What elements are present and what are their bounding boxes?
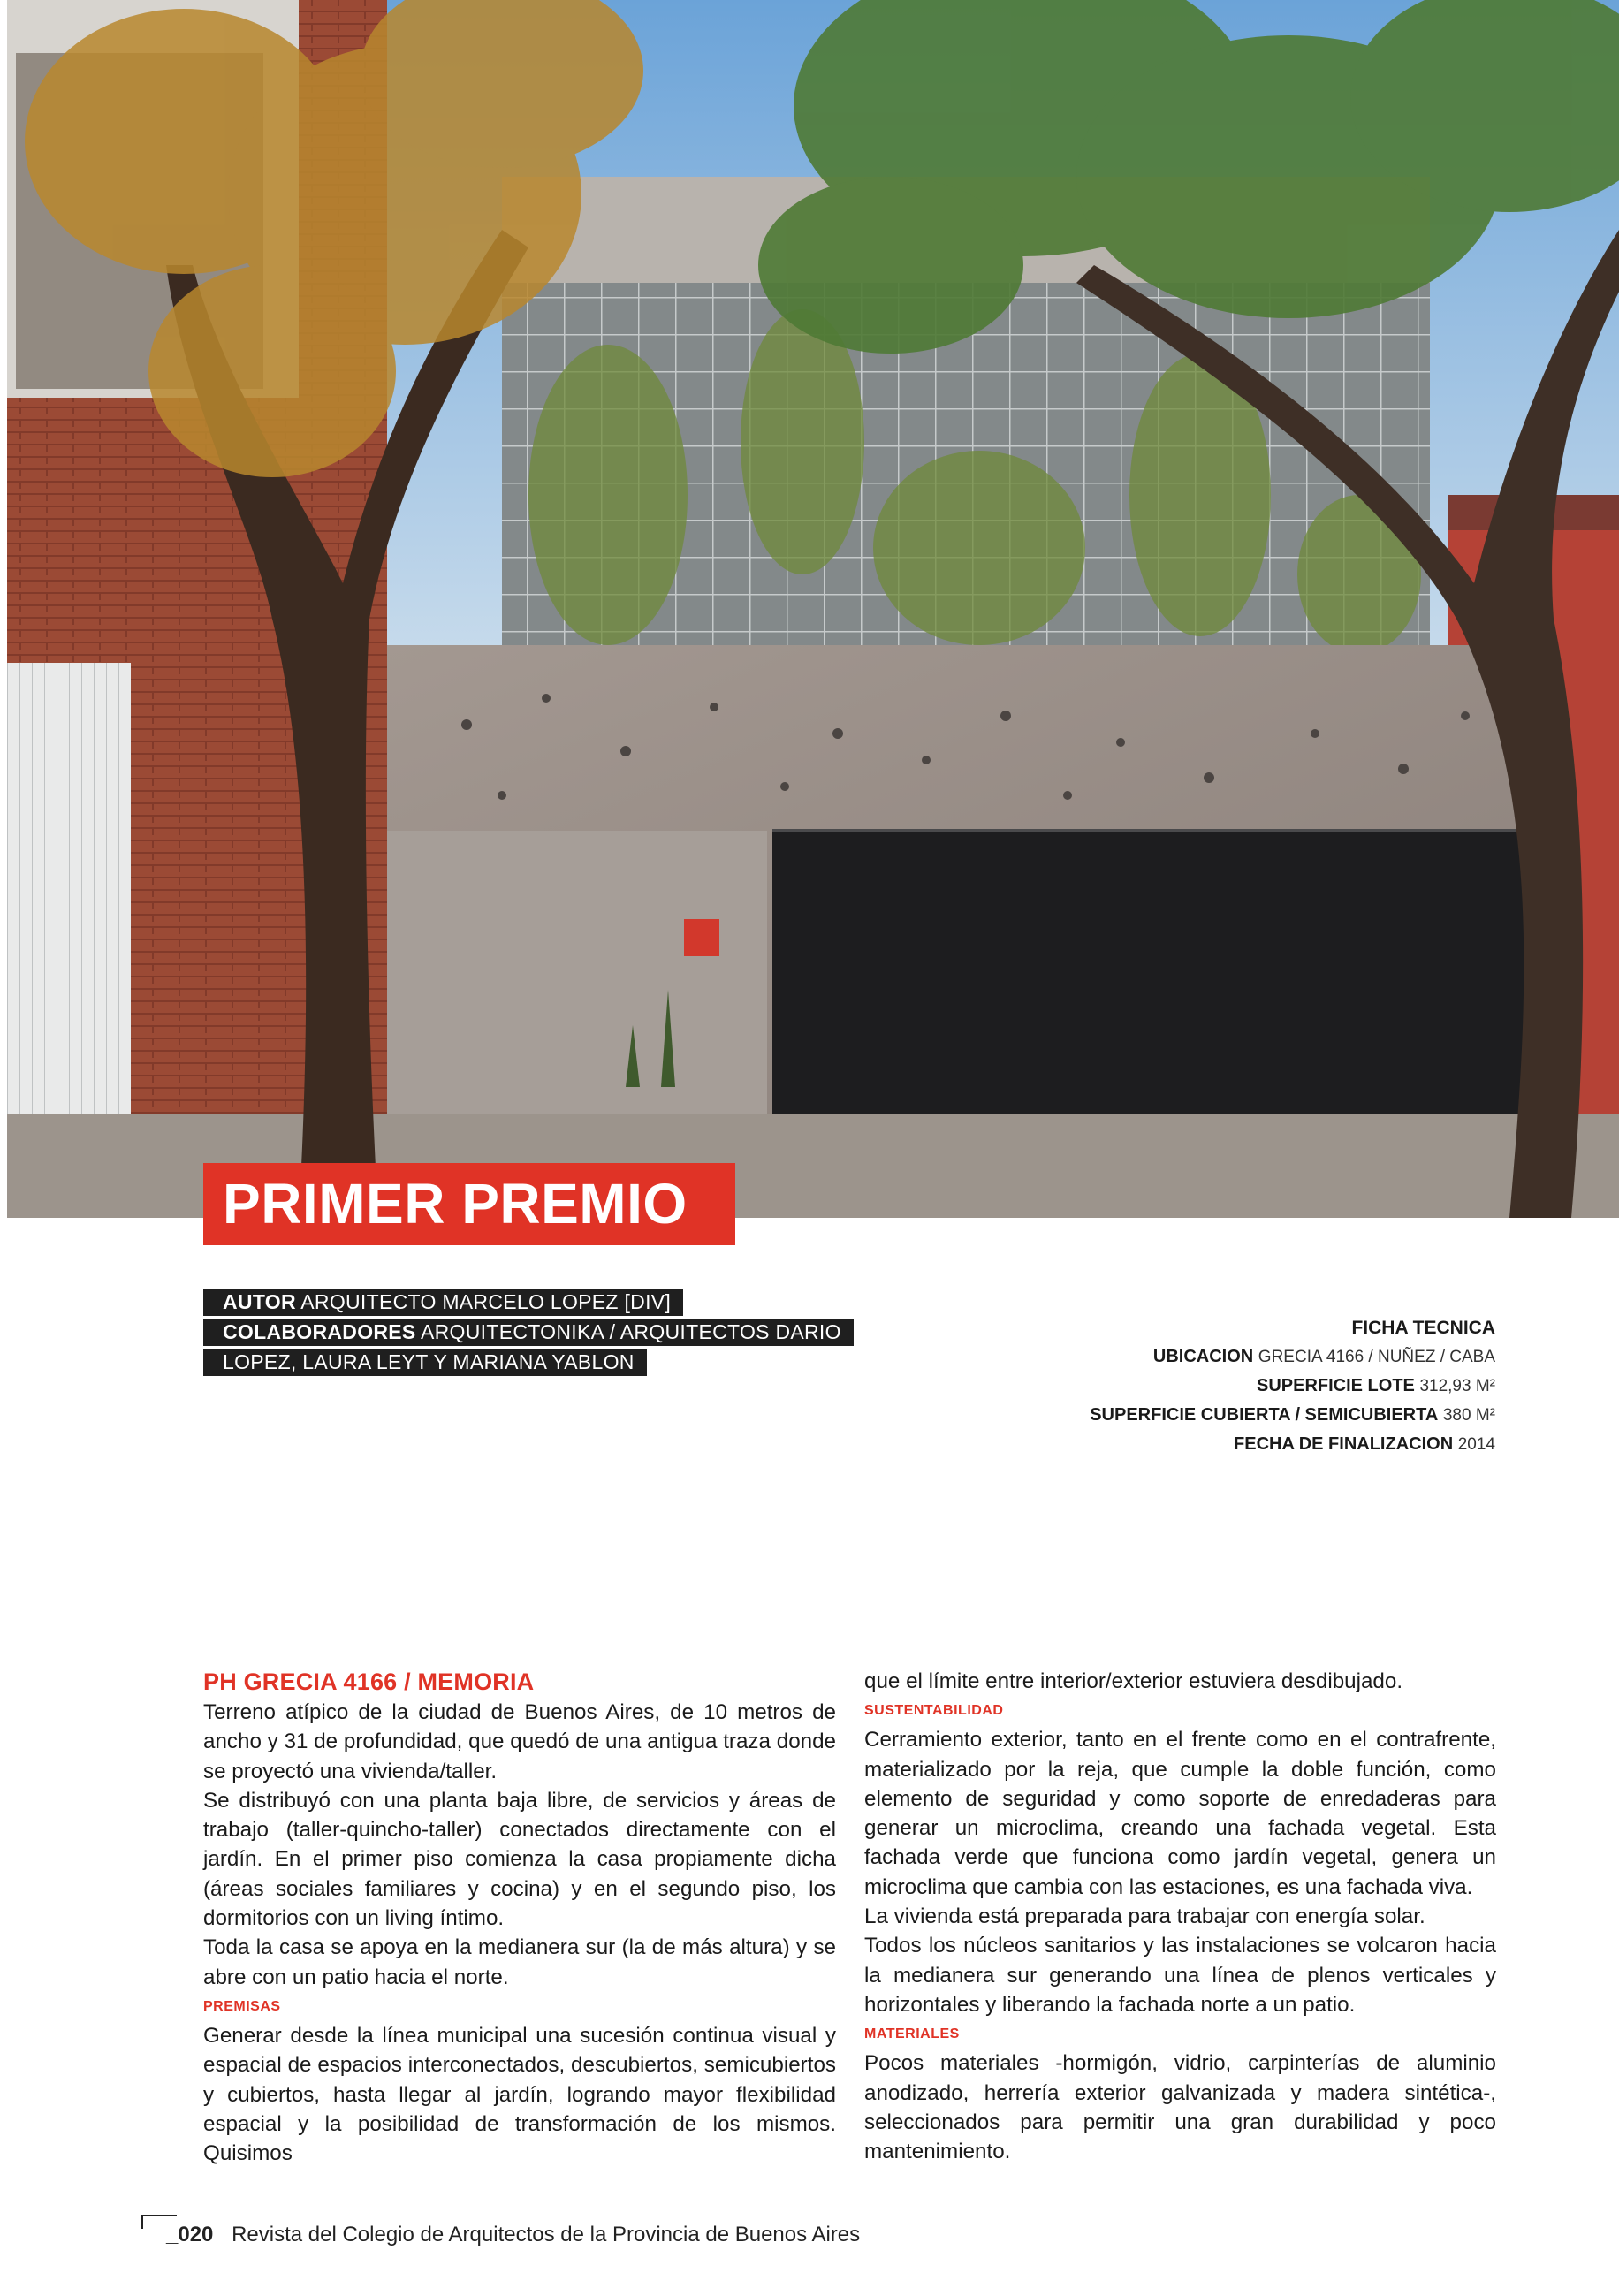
row-value: GRECIA 4166 / NUÑEZ / CABA [1258,1348,1495,1366]
credit-author-label: AUTOR [223,1290,296,1313]
technical-sheet-row [1090,1430,1495,1459]
row-value: 2014 [1457,1435,1495,1454]
article-column-left [203,1667,836,2168]
paragraph: que el límite entre interior/exterior estuviera desdibujado. [864,1669,1403,1693]
credit-collaborators [203,1319,854,1346]
house-facade-illustration [7,0,1619,1218]
credit-collaborators-value: ARQUITECTONIKA / ARQUITECTOS DARIO [421,1320,841,1343]
credit-author-value: ARQUITECTO MARCELO LOPEZ [DIV] [300,1290,672,1313]
credit-collaborators-value-2: LOPEZ, LAURA LEYT Y MARIANA YABLON [223,1350,635,1373]
paragraph: La vivienda está preparada para trabajar con energía solar. [864,1904,1425,1929]
paragraph: Terreno atípico de la ciudad de Buenos Aires, de 10 metros de ancho y 31 de profundidad, que quedó de una antigua traza donde se proyectó una vivienda/taller. [203,1700,836,1783]
article-column-right [864,1667,1496,2166]
paragraph: Toda la casa se apoya en la medianera sur (la de más altura) y se abre con un patio hacia el norte. [203,1935,836,1989]
row-label: SUPERFICIE CUBIERTA / SEMICUBIERTA [1090,1405,1439,1425]
subheading-materiales: MATERIALES [864,2026,960,2042]
paragraph: Todos los núcleos sanitarios y las instalaciones se volcaron hacia la medianera sur generando una línea de plenos verticales y horizontales y liberando la fachada norte a un patio. [864,1934,1496,2017]
technical-sheet-row [1090,1401,1495,1430]
page-number: _020 [166,2223,214,2247]
subheading-sustentabilidad: SUSTENTABILIDAD [864,1703,1004,1719]
article-title: PH GRECIA 4166 / MEMORIA [203,1669,535,1695]
paragraph: Generar desde la línea municipal una sucesión continua visual y espacial de espacios interconectados, descubiertos, semicubiertos y cubiertos, hasta llegar al jardín, logrando mayor flexibilidad espacial y la posibilidad de transformación de los mismos. Quisimos [203,2023,836,2166]
row-value: 312,93 M² [1419,1377,1495,1395]
credit-collaborators-cont [203,1349,647,1376]
paragraph: Pocos materiales -hormigón, vidrio, carpinterías de aluminio anodizado, herrería exterior galvanizada y madera sintética-, seleccionados para permitir una gran durabilidad y poco mantenimiento. [864,2051,1496,2164]
publication-name: Revista del Colegio de Arquitectos de la Provincia de Buenos Aires [232,2223,861,2247]
credit-author [203,1289,683,1316]
row-label: UBICACION [1152,1347,1254,1366]
page-footer [141,2222,860,2248]
technical-sheet-row [1090,1372,1495,1401]
credits-block [203,1289,854,1379]
subheading-premisas: PREMISAS [203,1998,281,2014]
paragraph: Se distribuyó con una planta baja libre, de servicios y áreas de trabajo (taller-quincho-taller) conectados directamente con el jardín. En el primer piso comienza la casa propiamente dicha (áreas sociales familiares y cocina) y en el segundo piso, los dormitorios con un living íntimo. [203,1788,836,1931]
credit-collaborators-label: COLABORADORES [223,1320,416,1343]
row-label: SUPERFICIE LOTE [1256,1376,1415,1395]
hero-photo [7,0,1619,1218]
row-value: 380 M² [1442,1406,1495,1425]
technical-sheet-row [1090,1342,1495,1372]
corner-mark [141,2215,177,2229]
technical-sheet-heading: FICHA TECNICA [1351,1318,1495,1338]
technical-sheet [1090,1313,1495,1459]
row-label: FECHA DE FINALIZACION [1234,1434,1454,1454]
award-banner: PRIMER PREMIO [203,1163,735,1245]
paragraph: Cerramiento exterior, tanto en el frente como en el contrafrente, materializado por la reja, que cumple la doble función, como elemento de seguridad y como soporte de enredaderas para generar un microclima, creando una fachada vegetal. Esta fachada verde que funciona como jardín vegetal, genera un microclima que cambia con las estaciones, es una fachada viva. [864,1728,1496,1899]
